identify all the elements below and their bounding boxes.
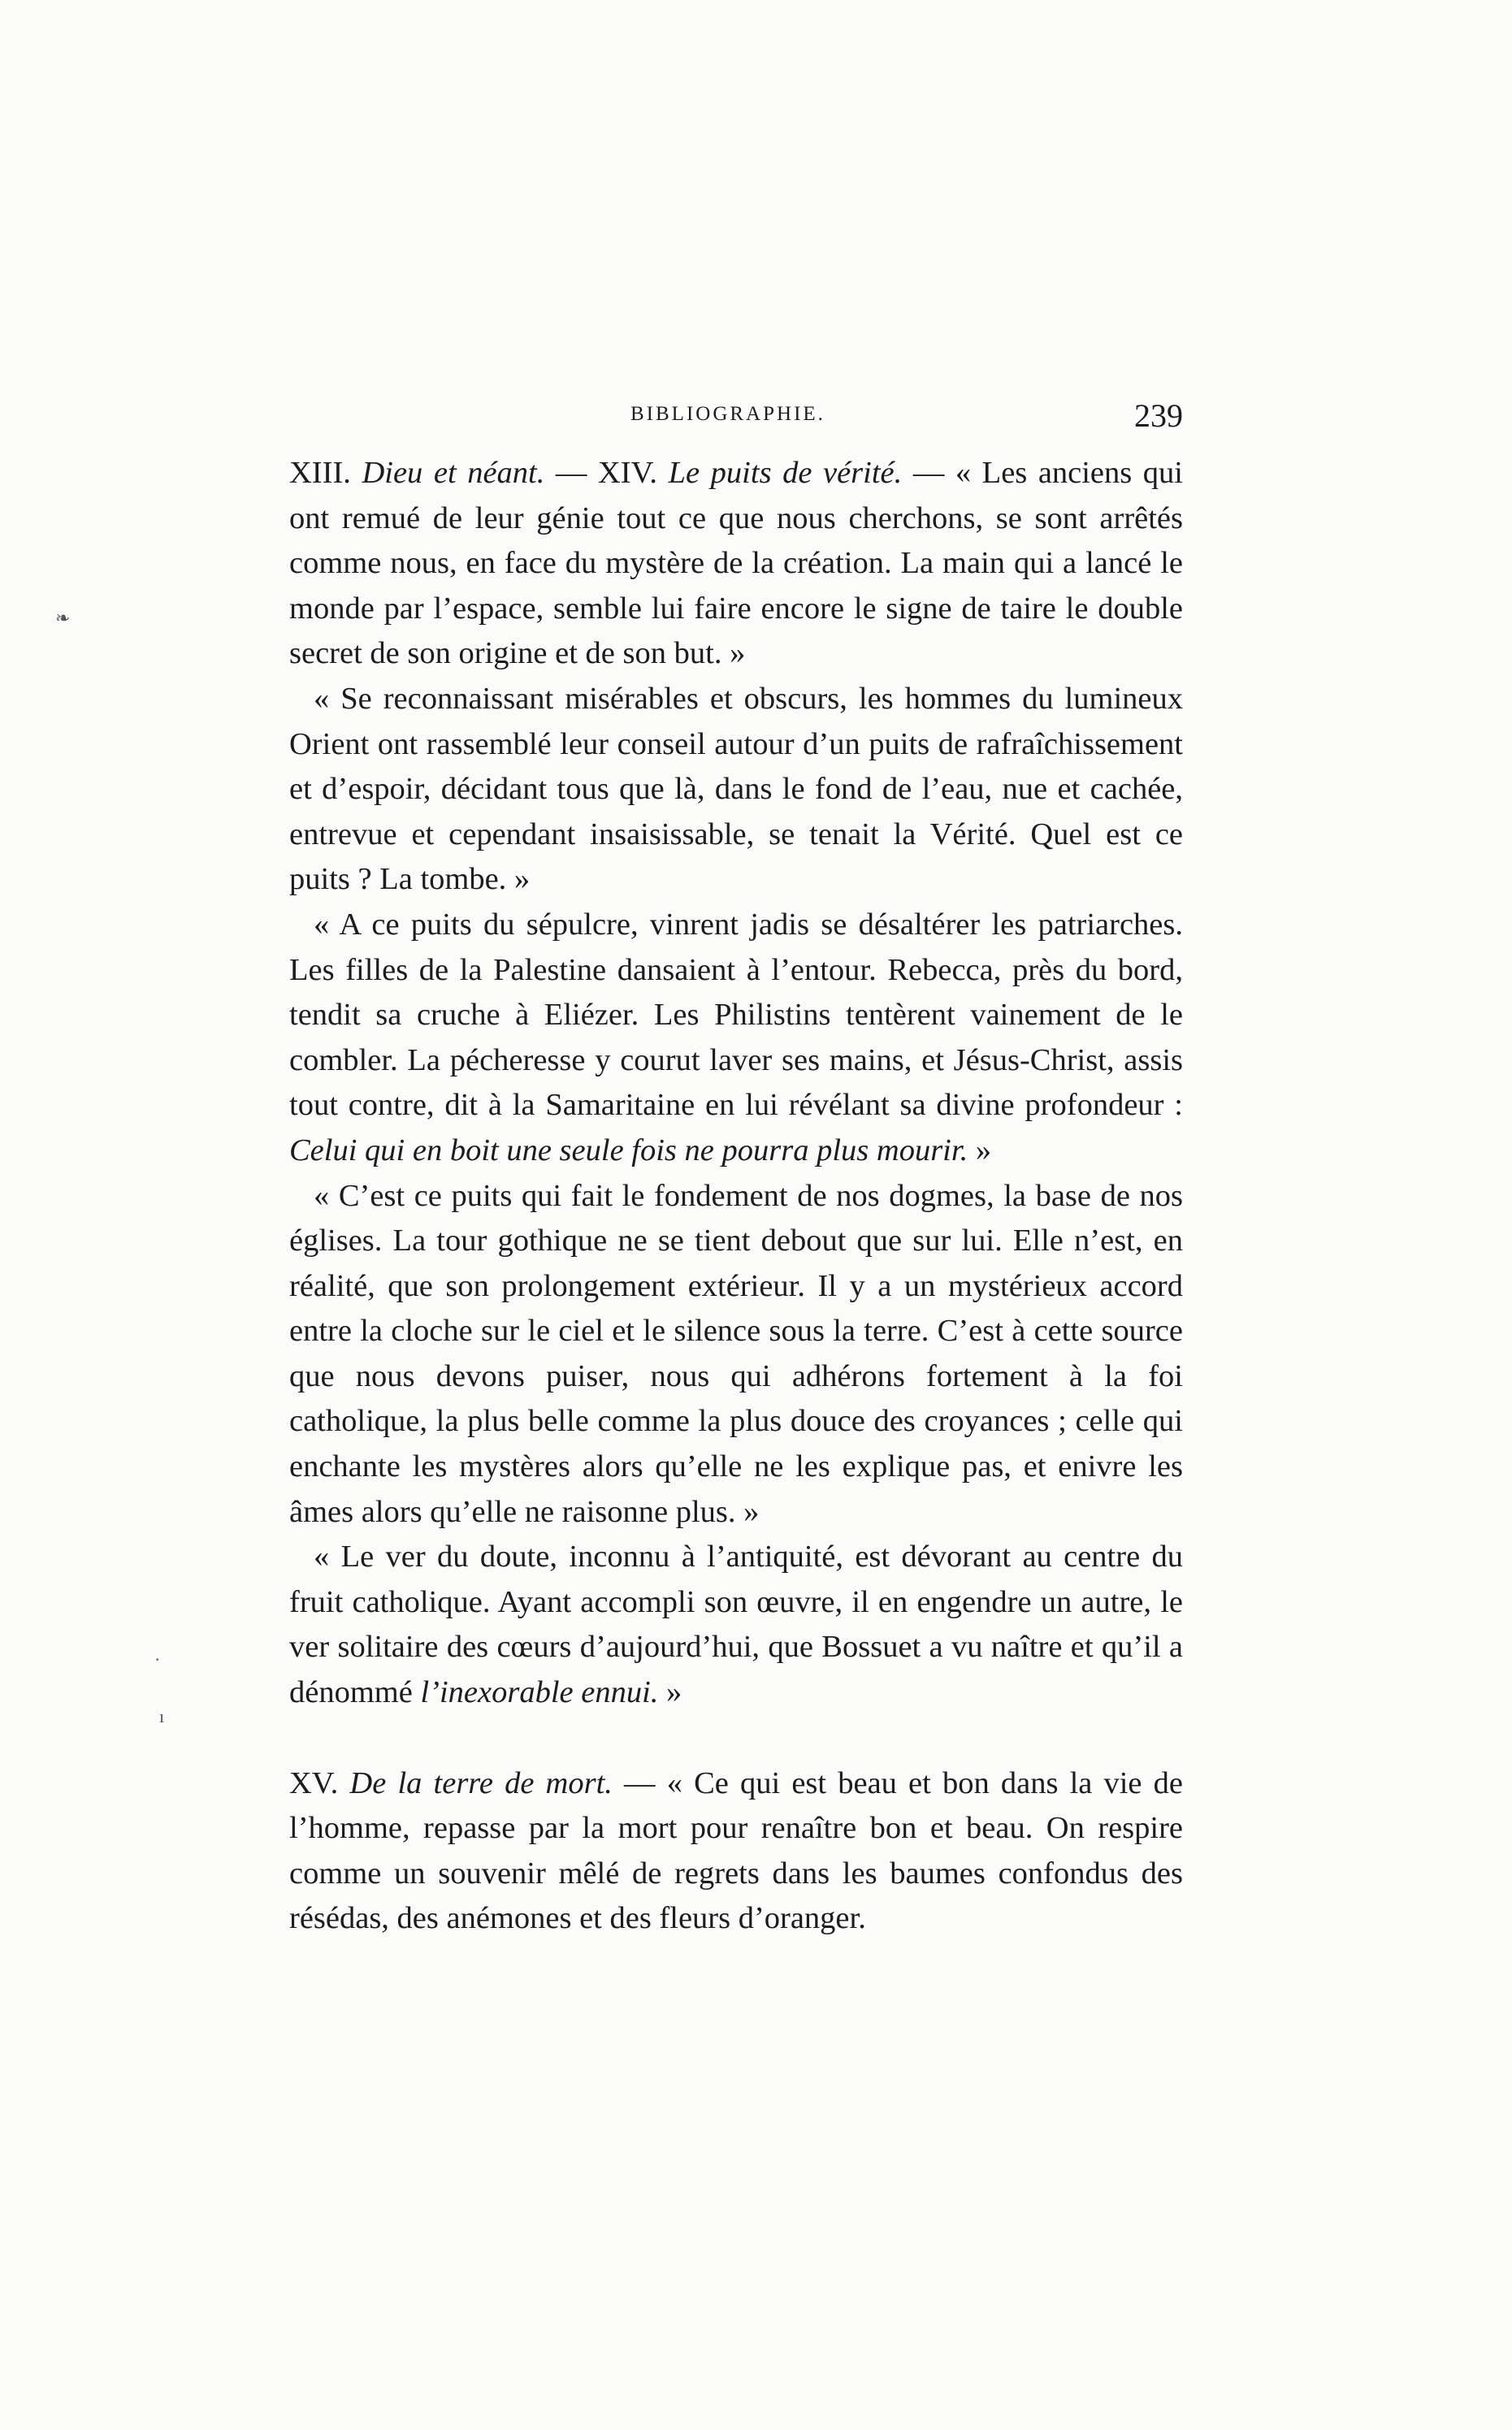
margin-mark: ı <box>159 1706 165 1726</box>
section-separator: — <box>544 456 598 490</box>
italic-quote: l’inexorable ennui. <box>420 1675 659 1710</box>
margin-mark: · <box>154 1649 161 1670</box>
paragraph-text: « A ce puits du sépulcre, vinrent jadis se désaltérer les patriarches. Les filles de la Palestine dansaient à l’entour. Rebecca, près du bord, tendit sa cruche à Eliézer. Les Philistins tentèrent vainement de le combler. La pécheresse y courut laver ses mains, et Jésus-Christ, assis tout contre, dit à la Samaritaine en lui révélant sa divine profondeur : <box>289 907 1183 1123</box>
closing-quote: » <box>658 1675 682 1710</box>
closing-quote: » <box>968 1133 992 1167</box>
paragraph-text: — « Ce qui est beau et bon dans la vie de l’homme, repasse par la mort pour renaître bon et beau. On respire comme un souvenir mêlé de regrets dans les baumes confondus des résédas, des anémones et des fleurs d’oranger. <box>289 1765 1183 1936</box>
paragraph: « C’est ce puits qui fait le fondement de nos dogmes, la base de nos églises. La tour gothique ne se tient debout que sur lui. Elle n’est, en réalité, que son prolongement extérieur. Il y a un mystérieux accord entre la cloche sur le ciel et le silence sous la terre. C’est à cette source que nous devons puiser, nous qui adhérons fortement à la foi catholique, la plus belle comme la plus douce des croyances ; celle qui enchante les mystères alors qu’elle ne les explique pas, et enivre les âmes alors qu’elle ne raisonne plus. » <box>289 1178 1183 1529</box>
margin-mark: ❧ <box>55 608 71 628</box>
section-gap <box>289 1716 1183 1761</box>
section-title-xv: De la terre de mort. <box>349 1765 613 1800</box>
section-title-xiv: Le puits de vérité. <box>668 456 903 490</box>
section-number-xv: XV. <box>289 1765 339 1800</box>
section-number-xiii: XIII. <box>289 456 351 490</box>
main-text <box>289 451 1183 1942</box>
paragraph-xiii-xiv <box>289 451 1183 677</box>
paragraph-text: — « Les anciens qui ont remué de leur génie tout ce que nous cherchons, se sont arrêtés comme nous, en face du mystère de la création. La main qui a lancé le monde par l’espace, semble lui faire encore le signe de taire le double secret de son origine et de son but. » <box>289 456 1184 671</box>
section-number-xiv: XIV. <box>597 456 658 490</box>
paragraph: « Se reconnaissant misérables et obscurs, les hommes du lumineux Orient ont rassemblé leur conseil autour d’un puits de rafraîchissement et d’espoir, décidant tous que là, dans le fond de l’eau, nue et cachée, entrevue et cependant insaisissable, se tenait la Vérité. Quel est ce puits ? La tombe. » <box>289 681 1183 897</box>
paragraph <box>289 903 1183 1174</box>
paragraph-xv <box>289 1761 1183 1942</box>
page-number: 239 <box>1134 397 1183 434</box>
paragraph-text: « Le ver du doute, inconnu à l’antiquité, est dévorant au centre du fruit catholique. Ayant accompli son œuvre, il en engendre un autre, le ver solitaire des cœurs d’aujourd’hui, que Bossuet a vu naître et qu’il a dénommé <box>289 1540 1183 1710</box>
paragraph <box>289 1535 1183 1715</box>
italic-quote: Celui qui en boit une seule fois ne pourra plus mourir. <box>289 1133 968 1167</box>
section-title-xiii: Dieu et néant. <box>362 456 545 490</box>
page-header <box>289 396 1183 445</box>
running-head: BIBLIOGRAPHIE. <box>630 403 825 425</box>
